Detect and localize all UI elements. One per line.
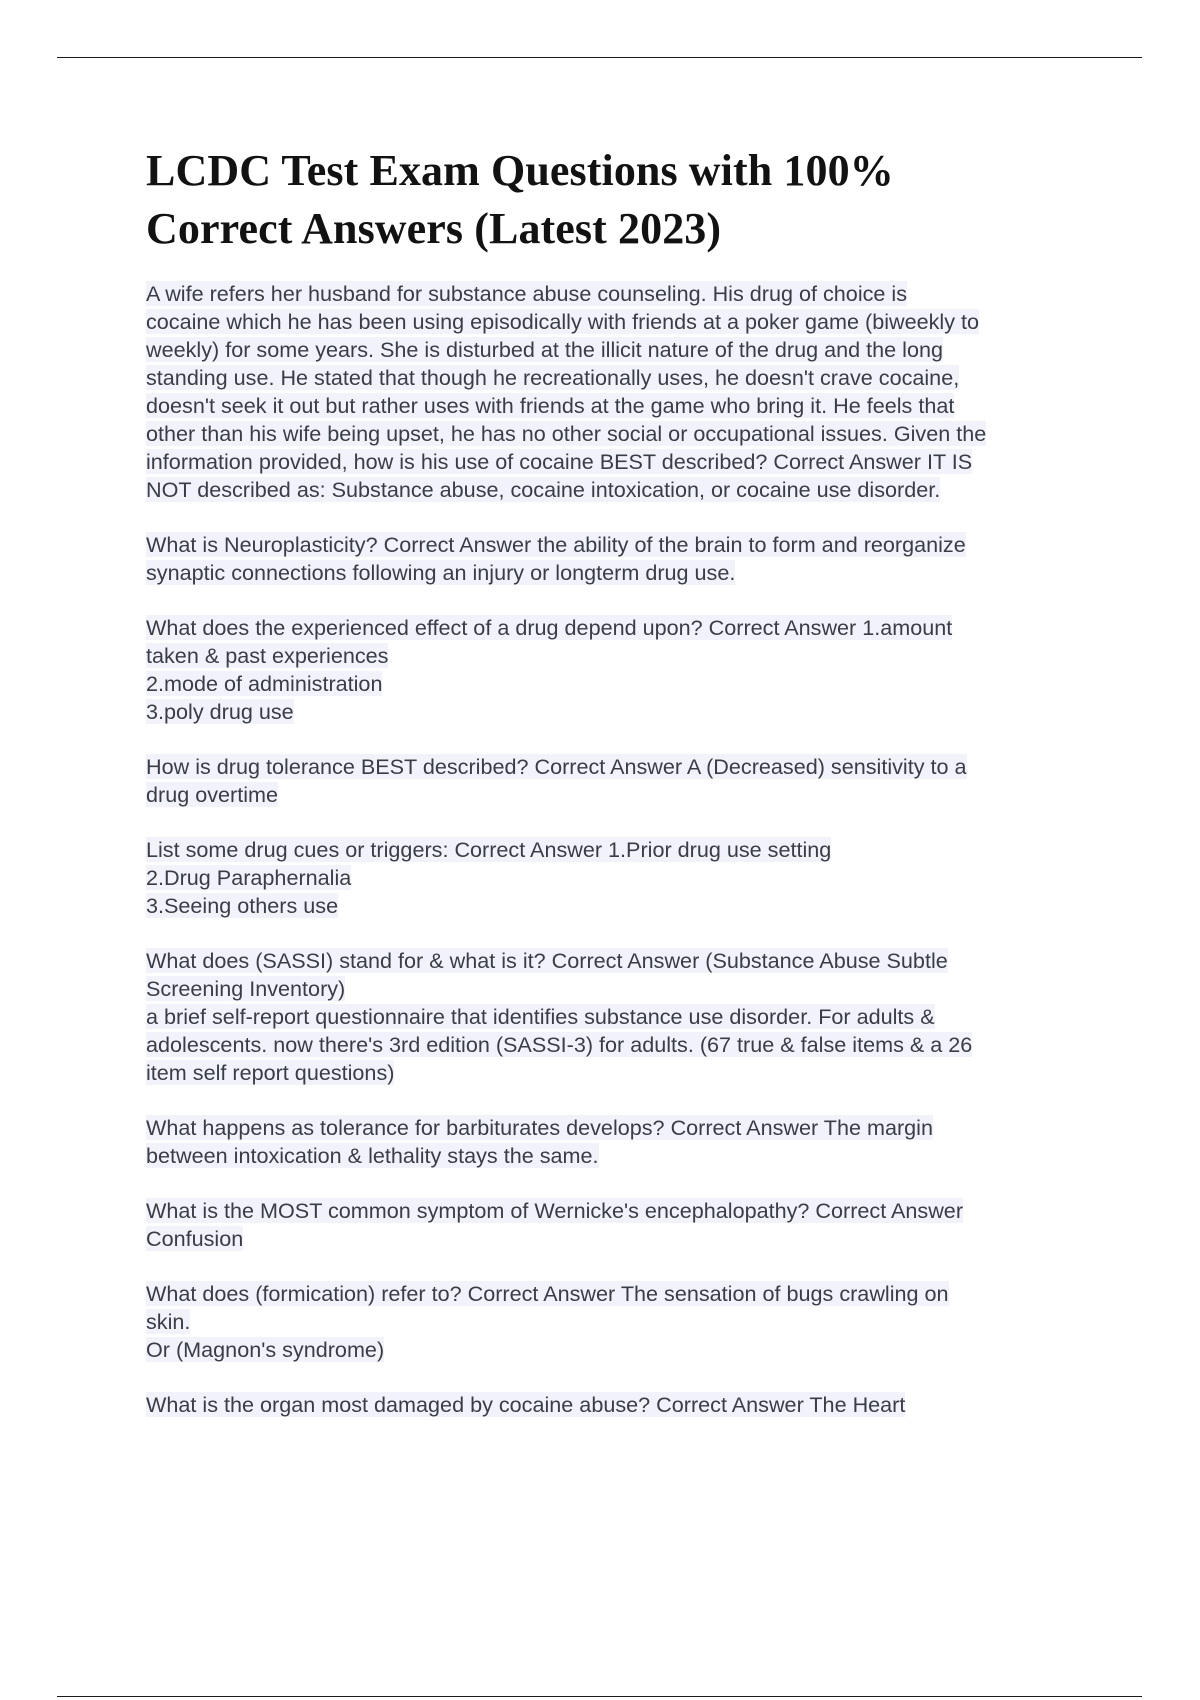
qa-line: What happens as tolerance for barbiturates develops? Correct Answer The margin [146,1115,933,1140]
qa-line: standing use. He stated that though he recreationally uses, he doesn't crave cocaine, [146,365,960,390]
qa-entry-wernicke [146,1197,1106,1253]
qa-line: taken & past experiences [146,643,389,668]
qa-line: Confusion [146,1226,244,1251]
document-body [146,142,1106,1446]
qa-line: information provided, how is his use of cocaine BEST described? Correct Answer IT IS [146,449,973,474]
qa-line: NOT described as: Substance abuse, cocaine intoxication, or cocaine use disorder. [146,477,941,502]
qa-entry-barbiturates [146,1114,1106,1170]
qa-entry-cocaine-organ [146,1391,1106,1419]
top-rule [57,57,1142,58]
qa-line: weekly) for some years. She is disturbed at the illicit nature of the drug and the long [146,337,943,362]
qa-line: What does (formication) refer to? Correct Answer The sensation of bugs crawling on [146,1281,949,1306]
qa-line: cocaine which he has been using episodically with friends at a poker game (biweekly to [146,309,980,334]
qa-entry-formication [146,1280,1106,1364]
qa-line: 3.poly drug use [146,699,294,724]
qa-line: 2.Drug Paraphernalia [146,865,352,890]
qa-line: 3.Seeing others use [146,893,339,918]
qa-entry-neuroplasticity [146,531,1106,587]
qa-line: What does the experienced effect of a drug depend upon? Correct Answer 1.amount [146,615,953,640]
qa-line: Screening Inventory) [146,976,346,1001]
qa-line: drug overtime [146,782,279,807]
title-line: LCDC Test Exam Questions with 100% [146,146,894,195]
bottom-rule [57,1696,1142,1697]
qa-line: synaptic connections following an injury or longterm drug use. [146,560,736,585]
qa-line: What is Neuroplasticity? Correct Answer the ability of the brain to form and reorganize [146,532,966,557]
qa-entry-tolerance [146,753,1106,809]
qa-line: List some drug cues or triggers: Correct Answer 1.Prior drug use setting [146,837,832,862]
qa-line: Or (Magnon's syndrome) [146,1337,385,1362]
qa-entry-sassi [146,947,1106,1087]
qa-line: doesn't seek it out but rather uses with friends at the game who bring it. He feels that [146,393,955,418]
qa-line: 2.mode of administration [146,671,383,696]
title-line: Correct Answers (Latest 2023) [146,204,722,253]
document-title [146,142,1106,258]
qa-line: adolescents. now there's 3rd edition (SASSI-3) for adults. (67 true & false items & a 26 [146,1032,973,1057]
qa-entry-cocaine-use [146,280,1106,504]
qa-line: between intoxication & lethality stays the same. [146,1143,599,1168]
qa-line: How is drug tolerance BEST described? Correct Answer A (Decreased) sensitivity to a [146,754,967,779]
qa-line: What does (SASSI) stand for & what is it? Correct Answer (Substance Abuse Subtle [146,948,948,973]
qa-line: A wife refers her husband for substance abuse counseling. His drug of choice is [146,281,908,306]
qa-entry-triggers [146,836,1106,920]
qa-line: a brief self-report questionnaire that identifies substance use disorder. For adults & [146,1004,935,1029]
qa-line: What is the MOST common symptom of Wernicke's encephalopathy? Correct Answer [146,1198,964,1223]
qa-entry-drug-effect [146,614,1106,726]
qa-line: item self report questions) [146,1060,395,1085]
qa-line: What is the organ most damaged by cocaine abuse? Correct Answer The Heart [146,1392,906,1417]
qa-line: other than his wife being upset, he has no other social or occupational issues. Given the [146,421,987,446]
qa-line: skin. [146,1309,191,1334]
